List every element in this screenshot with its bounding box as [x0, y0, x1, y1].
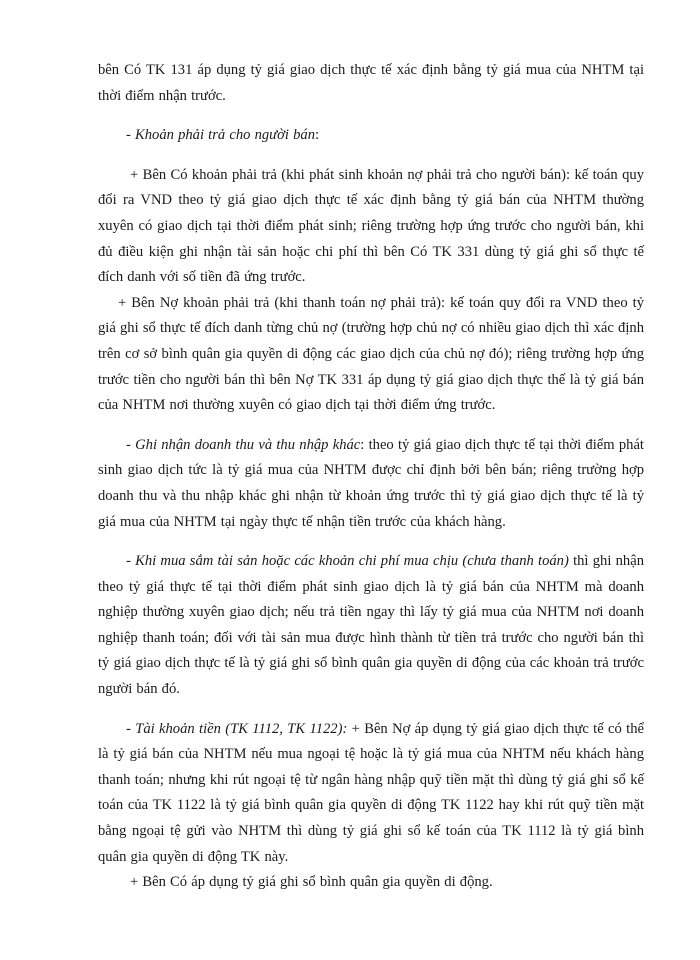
- paragraph-payables-debit: [98, 291, 644, 419]
- paragraph-text: + Bên Nợ khoản phải trả (khi thanh toán nợ phải trả): kế toán quy đổi ra VND theo tỷ giá ghi sổ thực tế đích danh từng chủ nợ (trường hợp chủ nợ có nhiều giao dịch thì xác định trên cơ sở bình quân gia quyền di động các giao dịch của chủ nợ đó); riêng trường hợp ứng trước tiền cho người bán thì bên Nợ TK 331 áp dụng tỷ giá giao dịch thực thế là tỷ giá bán của NHTM nơi thường xuyên có giao dịch tại thời điểm ứng trước.: [98, 294, 644, 414]
- paragraph-purchases: [98, 549, 644, 703]
- paragraph-cash-credit: [98, 870, 644, 896]
- paragraph-lead: - Tài khoản tiền (TK 1112, TK 1122):: [126, 720, 348, 737]
- paragraph-text: bên Có TK 131 áp dụng tỷ giá giao dịch thực tế xác định bằng tỷ giá mua của NHTM tại thời điểm nhận trước.: [98, 62, 644, 104]
- paragraph-text: :: [315, 127, 320, 144]
- paragraph-text: + Bên Có khoản phải trả (khi phát sinh khoản nợ phải trả cho người bán): kế toán quy đổi ra VND theo tỷ giá giao dịch thực tế xác định bằng tỷ giá bán của NHTM thường xuyên có giao dịch tại thời điểm phát sinh; riêng trường hợp ứng trước cho người bán, khi đủ điều kiện ghi nhận tài sản hoặc chi phí thì bên Có TK 331 dùng tỷ giá ghi sổ thực tế đích danh với số tiền đã ứng trước.: [98, 166, 644, 286]
- paragraph-lead: - Khoản phải trả cho người bán: [126, 127, 316, 144]
- paragraph-text: + Bên Nợ áp dụng tỷ giá giao dịch thực tế có thể là tỷ giá bán của NHTM nếu mua ngoại tệ hoặc là tỷ giá mua của NHTM nếu khách hàng thanh toán; nhưng khi rút ngoại tệ từ ngân hàng nhập quỹ tiền mặt thì dùng tỷ giá ghi sổ kế toán của TK 1122 là tỷ giá bình quân gia quyền di động TK 1122 hay khi rút quỹ tiền mặt bằng ngoại tệ gửi vào NHTM thì dùng tỷ giá ghi sổ kế toán của TK 1112 là tỷ giá bình quân gia quyền di động TK này.: [98, 720, 644, 865]
- paragraph-continuation: [98, 58, 644, 109]
- paragraph-text: + Bên Có áp dụng tỷ giá ghi sổ bình quân gia quyền di động.: [130, 874, 493, 891]
- paragraph-payables-heading: [98, 123, 644, 149]
- paragraph-cash-accounts: [98, 717, 644, 871]
- paragraph-revenue: [98, 433, 644, 535]
- paragraph-text: : theo tỷ giá giao dịch thực tế tại thời điểm phát sinh giao dịch tức là tỷ giá mua của NHTM được chỉ định bởi bên bán; riêng trường hợp doanh thu và thu nhập khác ghi nhận từ khoản ứng trước thì tỷ giá giao dịch thực tế là tỷ giá mua của NHTM tại ngày thực tế nhận tiền trước của khách hàng.: [98, 436, 644, 530]
- paragraph-payables-credit: [98, 163, 644, 291]
- paragraph-text: thì ghi nhận theo tỷ giá thực tế tại thời điểm phát sinh giao dịch là tỷ giá bán của NHTM mà doanh nghiệp thường xuyên giao dịch; nếu trả tiền ngay thì lấy tỷ giá mua của NHTM nơi doanh nghiệp thanh toán; đối với tài sản mua được hình thành từ tiền trả trước cho người bán thì tỷ giá giao dịch thực tế là tỷ giá ghi sổ bình quân gia quyền di động của các khoản trả trước người bán đó.: [98, 553, 644, 698]
- paragraph-lead: - Ghi nhận doanh thu và thu nhập khác: [126, 436, 361, 453]
- paragraph-lead: - Khi mua sắm tài sản hoặc các khoản chi phí mua chịu (chưa thanh toán): [126, 553, 569, 570]
